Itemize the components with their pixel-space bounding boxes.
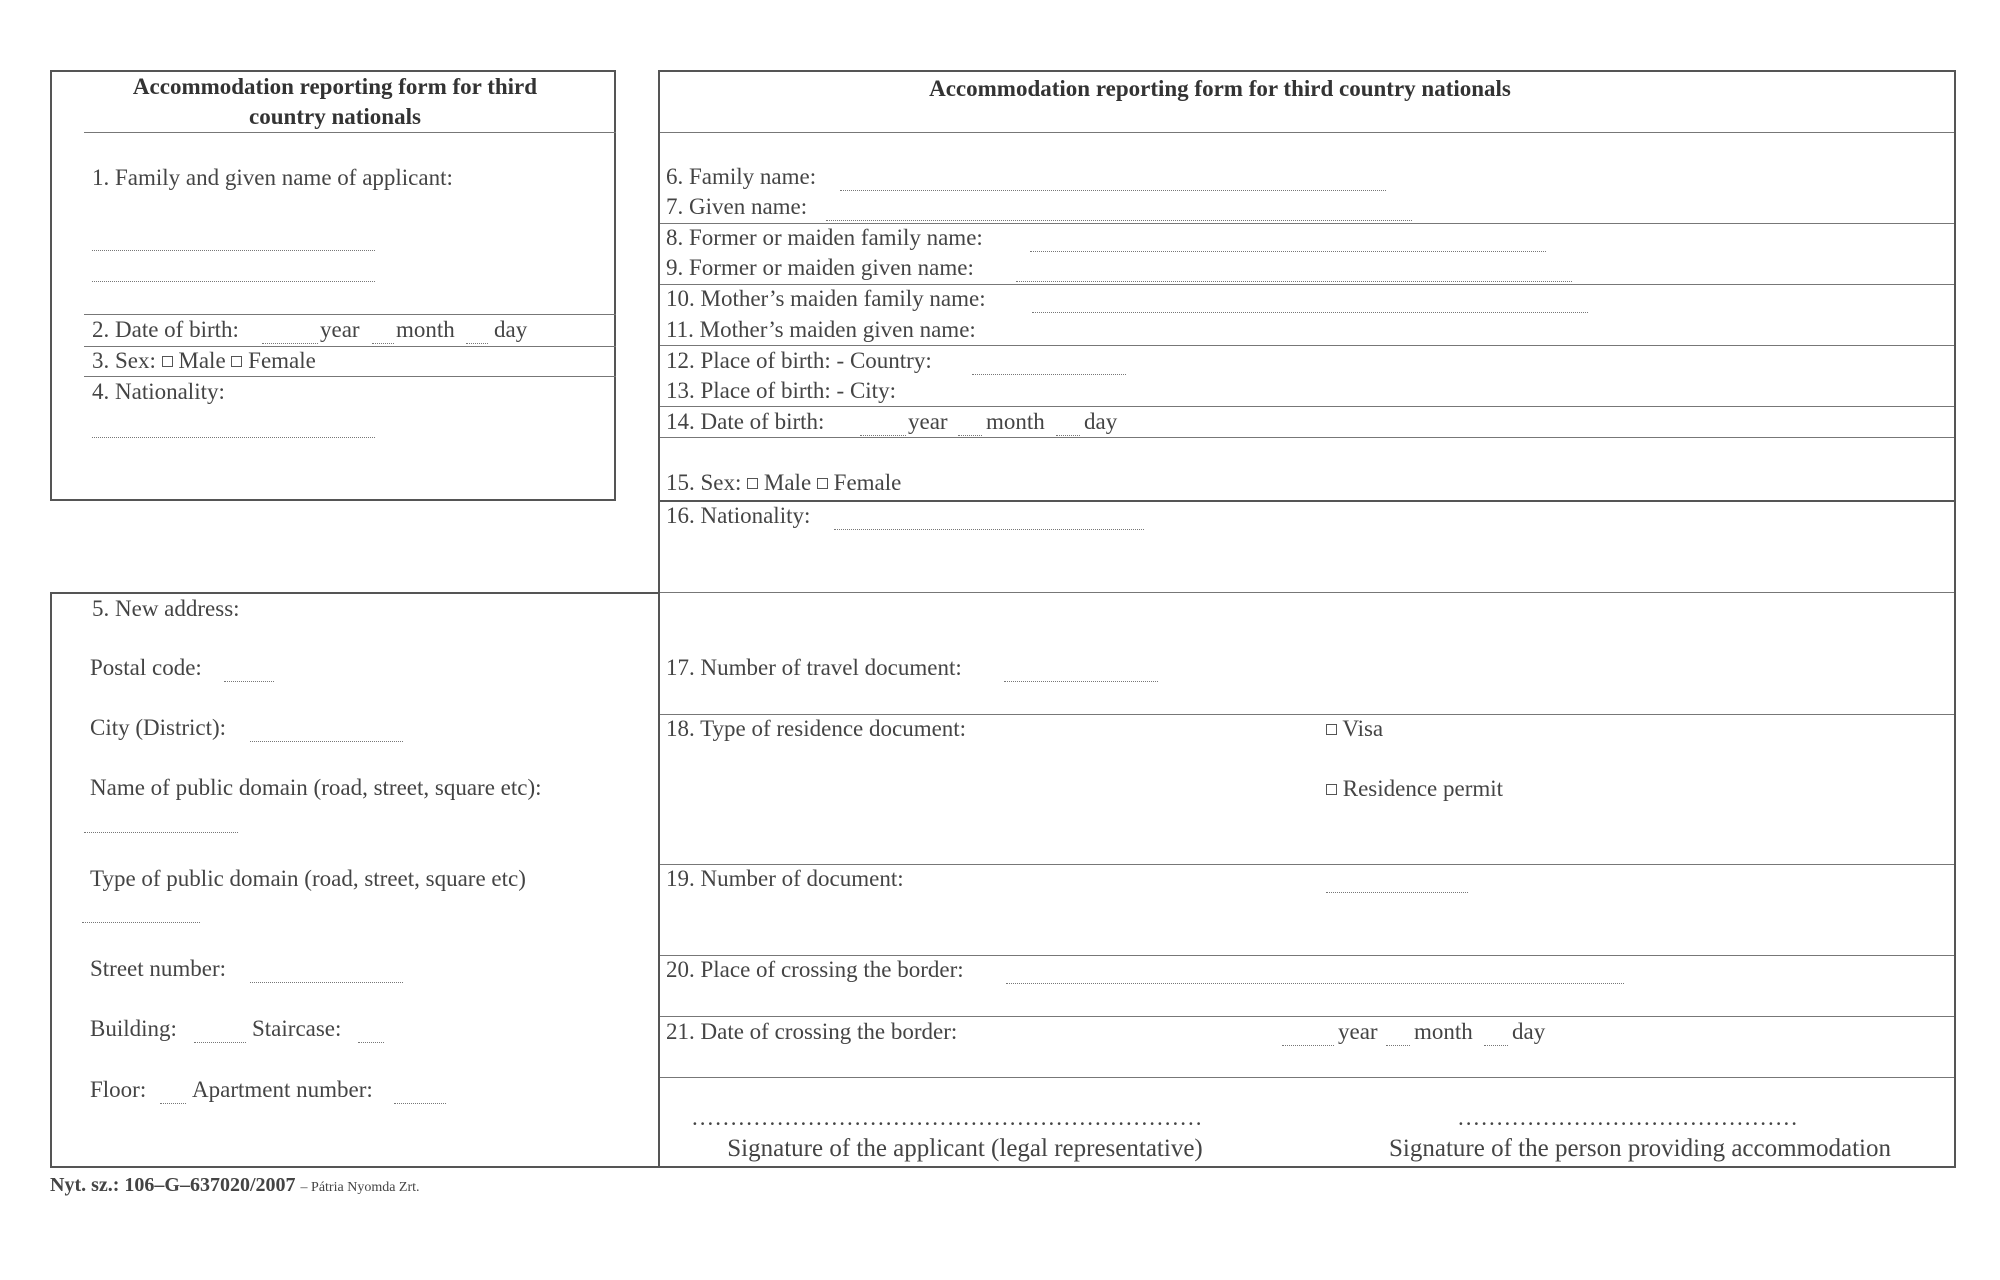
left-form-title: Accommodation reporting form for third country nationals: [132, 74, 538, 129]
sex-male-label: Male: [178, 348, 226, 373]
building-input[interactable]: [194, 1042, 246, 1043]
dob-year-label: year: [320, 317, 360, 342]
right-sex-female-checkbox[interactable]: [817, 478, 828, 489]
sex-female-label: Female: [248, 348, 316, 373]
field1-input-line-1[interactable]: [92, 250, 375, 251]
provider-signature-line[interactable]: ............................................: [1458, 1105, 1799, 1130]
sex-female-checkbox[interactable]: [231, 356, 242, 367]
border-date-day-input[interactable]: [1484, 1045, 1508, 1046]
field4-label: 4. Nationality:: [92, 379, 225, 404]
divider: [660, 1077, 1954, 1078]
floor-input[interactable]: [160, 1103, 186, 1104]
former-given-name-input[interactable]: [1016, 281, 1572, 282]
dob-day-input[interactable]: [466, 343, 488, 344]
new-address-label: 5. New address:: [92, 596, 240, 621]
former-given-name-label: 9. Former or maiden given name:: [666, 255, 974, 280]
street-number-label: Street number:: [90, 956, 227, 981]
public-domain-type-input[interactable]: [82, 922, 200, 923]
postal-code-input[interactable]: [224, 681, 274, 682]
family-name-input[interactable]: [840, 190, 1386, 191]
applicant-signature-label: Signature of the applicant (legal representative): [727, 1135, 1203, 1162]
divider: [660, 223, 1954, 224]
divider: [660, 437, 1954, 438]
right-dob-month-label: month: [986, 409, 1045, 434]
visa-checkbox[interactable]: [1326, 724, 1337, 735]
right-dob-day-input[interactable]: [1056, 435, 1080, 436]
mother-given-name-label: 11. Mother’s maiden given name:: [666, 317, 976, 342]
right-sex-label: 15. Sex:: [666, 470, 742, 495]
residence-permit-option: [1326, 776, 1503, 802]
divider: [660, 714, 1954, 715]
city-label: City (District):: [90, 715, 227, 740]
divider: [660, 500, 1954, 502]
provider-signature-label: Signature of the person providing accommodation: [1389, 1135, 1891, 1162]
visa-option: [1326, 716, 1383, 742]
birth-country-input[interactable]: [972, 374, 1126, 375]
right-dob-year-input[interactable]: [860, 435, 906, 436]
apartment-label: Apartment number:: [192, 1077, 373, 1102]
former-family-name-input[interactable]: [1030, 251, 1546, 252]
postal-code-label: Postal code:: [90, 655, 202, 680]
right-sex-row: [666, 470, 901, 496]
right-dob-day-label: day: [1084, 409, 1118, 434]
border-date-label: 21. Date of crossing the border:: [666, 1019, 958, 1044]
divider: [84, 376, 616, 377]
document-number-label: 19. Number of document:: [666, 866, 904, 891]
dob-label: 14. Date of birth:: [666, 409, 825, 434]
family-name-label: 6. Family name:: [666, 164, 817, 189]
staircase-input[interactable]: [358, 1042, 384, 1043]
public-domain-type-label: Type of public domain (road, street, square etc): [90, 866, 526, 891]
staircase-label: Staircase:: [252, 1016, 342, 1041]
border-place-label: 20. Place of crossing the border:: [666, 957, 964, 982]
border-date-month-label: month: [1414, 1019, 1473, 1044]
right-sex-male-checkbox[interactable]: [747, 478, 758, 489]
former-family-name-label: 8. Former or maiden family name:: [666, 225, 983, 250]
public-domain-name-label: Name of public domain (road, street, square etc):: [90, 775, 542, 800]
divider: [660, 864, 1954, 865]
printer-name: – Pátria Nyomda Zrt.: [300, 1180, 420, 1195]
residence-permit-checkbox[interactable]: [1326, 784, 1337, 795]
birth-city-label: 13. Place of birth: - City:: [666, 378, 896, 403]
dob-day-label: day: [494, 317, 528, 342]
birth-country-label: 12. Place of birth: - Country:: [666, 348, 932, 373]
floor-label: Floor:: [90, 1077, 147, 1102]
border-date-day-label: day: [1512, 1019, 1546, 1044]
sex-male-checkbox[interactable]: [162, 356, 173, 367]
divider: [660, 345, 1954, 346]
right-nationality-input[interactable]: [834, 529, 1144, 530]
apartment-input[interactable]: [394, 1103, 446, 1104]
field1-label: 1. Family and given name of applicant:: [92, 165, 453, 190]
divider: [84, 314, 616, 315]
nationality-input[interactable]: [92, 437, 375, 438]
border-date-month-input[interactable]: [1386, 1045, 1410, 1046]
divider: [660, 592, 1954, 593]
given-name-input[interactable]: [826, 220, 1412, 221]
travel-document-input[interactable]: [1004, 681, 1158, 682]
public-domain-name-input[interactable]: [84, 832, 238, 833]
divider: [660, 1016, 1954, 1017]
building-label: Building:: [90, 1016, 177, 1041]
dob-month-label: month: [396, 317, 455, 342]
border-date-year-label: year: [1338, 1019, 1378, 1044]
applicant-signature-line[interactable]: ..................................................................: [692, 1105, 1204, 1130]
divider: [660, 406, 1954, 407]
field3-label: [92, 348, 316, 374]
visa-label: Visa: [1342, 716, 1384, 741]
dob-month-input[interactable]: [372, 343, 394, 344]
given-name-label: 7. Given name:: [666, 194, 808, 219]
divider: [660, 955, 1954, 956]
field2-label: 2. Date of birth:: [92, 317, 239, 342]
right-nationality-label: 16. Nationality:: [666, 503, 811, 528]
residence-permit-label: Residence permit: [1342, 776, 1504, 801]
travel-document-label: 17. Number of travel document:: [666, 655, 962, 680]
form-code: Nyt. sz.: 106–G–637020/2007: [50, 1174, 296, 1196]
mother-family-name-label: 10. Mother’s maiden family name:: [666, 286, 986, 311]
right-sex-female-label: Female: [833, 470, 902, 495]
document-number-input[interactable]: [1326, 892, 1468, 893]
field3-label-text: 3. Sex:: [92, 348, 156, 373]
form-footer-code: [50, 1174, 420, 1197]
border-place-input[interactable]: [1006, 983, 1624, 984]
divider: [660, 284, 1954, 285]
right-sex-male-label: Male: [763, 470, 812, 495]
field1-input-line-2[interactable]: [92, 281, 375, 282]
street-number-input[interactable]: [250, 982, 403, 983]
divider: [84, 132, 616, 133]
mother-family-name-input[interactable]: [1032, 312, 1588, 313]
border-date-year-input[interactable]: [1282, 1045, 1334, 1046]
right-dob-month-input[interactable]: [958, 435, 982, 436]
dob-year-input[interactable]: [262, 343, 318, 344]
city-input[interactable]: [250, 741, 403, 742]
residence-document-label: 18. Type of residence document:: [666, 716, 967, 741]
divider: [660, 132, 1954, 133]
right-form-title: Accommodation reporting form for third country nationals: [929, 76, 1511, 101]
right-dob-year-label: year: [908, 409, 948, 434]
divider: [84, 346, 616, 347]
